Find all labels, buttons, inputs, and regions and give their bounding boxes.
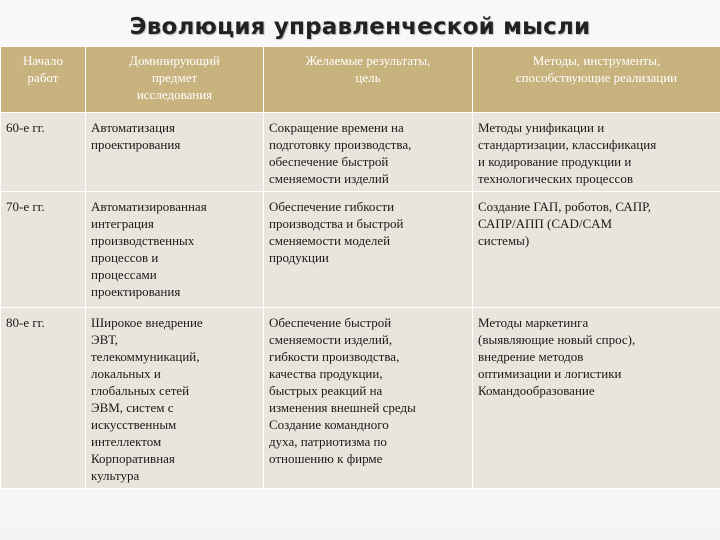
cell-methods: Создание ГАП, роботов, САПР, САПР/АПП (CAD/CAM системы) (473, 192, 720, 308)
header-start: Начало работ (1, 47, 86, 113)
cell-period: 70-е гг. (1, 192, 86, 308)
cell-goal: Обеспечение гибкости производства и быстрой сменяемости моделей продукции (264, 192, 473, 308)
cell-period: 80-е гг. (1, 308, 86, 489)
cell-methods: Методы унификации и стандартизации, классификация и кодирование продукции и технологических процессов (473, 113, 720, 192)
slide-title: Эволюция управленческой мысли (129, 14, 591, 40)
cell-subject: Автоматизация проектирования (86, 113, 264, 192)
cell-subject: Автоматизированная интеграция производственных процессов и процессами проектирования (86, 192, 264, 308)
header-methods: Методы, инструменты, способствующие реализации (473, 47, 720, 113)
cell-subject: Широкое внедрение ЭВТ, телекоммуникаций, локальных и глобальных сетей ЭВМ, систем с искусственным интеллектом Корпоративная культура (86, 308, 264, 489)
header-subject: Доминирующий предмет исследования (86, 47, 264, 113)
cell-period: 60-е гг. (1, 113, 86, 192)
cell-methods: Методы маркетинга (выявляющие новый спрос), внедрение методов оптимизации и логистики Командообразование (473, 308, 720, 489)
table-row (1, 192, 720, 308)
table-row (1, 308, 720, 489)
cell-goal: Сокращение времени на подготовку производства, обеспечение быстрой сменяемости изделий (264, 113, 473, 192)
header-goal: Желаемые результаты, цель (264, 47, 473, 113)
evolution-table (0, 46, 720, 489)
table-row (1, 113, 720, 192)
cell-goal: Обеспечение быстрой сменяемости изделий, гибкости производства, качества продукции, быстрых реакций на изменения внешней среды Создание командного духа, патриотизма по отношению к фирме (264, 308, 473, 489)
table-header-row (1, 47, 720, 113)
